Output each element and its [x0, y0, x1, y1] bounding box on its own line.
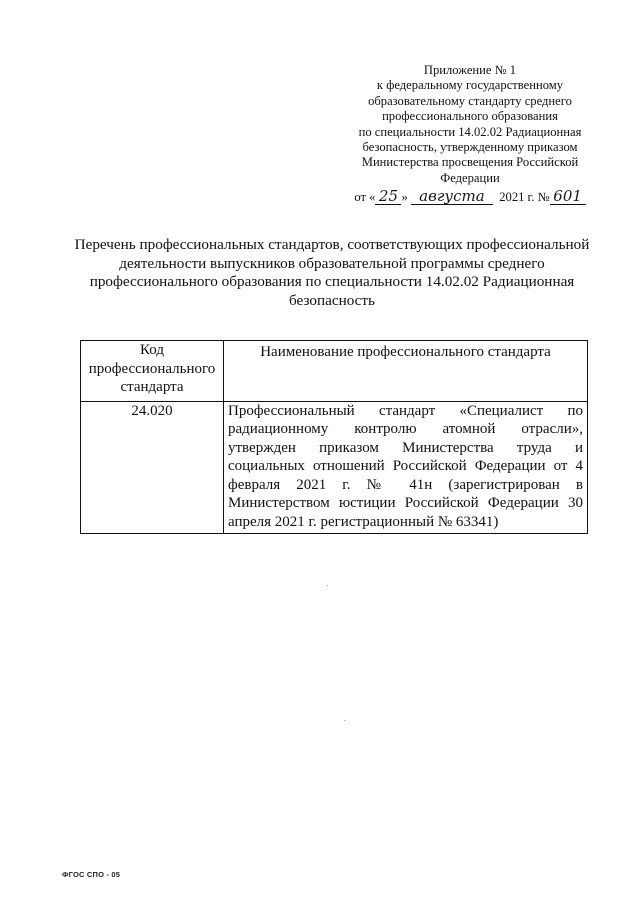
standards-table — [80, 340, 588, 534]
date-day-handwritten: 25 — [378, 187, 399, 206]
appendix-line: Министерства просвещения Российской — [361, 155, 579, 170]
order-date-line — [340, 189, 600, 207]
header-code: Код профессионального стандарта — [81, 341, 224, 402]
order-number-field — [550, 189, 586, 205]
form-footer-code: ФГОС СПО - 05 — [62, 870, 121, 879]
appendix-line: Федерации — [440, 170, 500, 185]
appendix-line: образовательному стандарту среднего — [368, 93, 572, 108]
title-line: безопасность — [289, 291, 375, 309]
title-line: Перечень профессиональных стандартов, соответствующих профессиональной — [74, 236, 590, 253]
title-line: профессионального образования по специальности 14.02.02 Радиационная — [89, 273, 575, 290]
date-year: 2021 г. № — [499, 190, 550, 205]
date-prefix: от « — [354, 190, 376, 205]
appendix-line: Приложение № 1 — [423, 63, 517, 77]
document-title — [72, 236, 592, 310]
date-mid: » — [401, 190, 408, 205]
standard-code: 24.020 — [81, 401, 224, 534]
table-header-row — [81, 341, 588, 402]
scan-speck — [327, 585, 328, 586]
date-day-field — [375, 189, 401, 205]
date-month-handwritten: августа — [419, 187, 485, 206]
date-month-field — [411, 189, 493, 205]
appendix-line: по специальности 14.02.02 Радиационная — [358, 124, 582, 139]
appendix-line: безопасность, утвержденному приказом — [362, 140, 578, 155]
appendix-line: к федеральному государственному — [376, 78, 564, 93]
scan-speck — [344, 720, 345, 721]
standard-name: Профессиональный стандарт «Специалист по радиационному контролю атомной отрасли», утвержден приказом Министерства труда и социальных отношений Российской Федерации от 4 февраля 2021 г. № 41н (зарегистрирован в Министерством юстиции Российской Федерации 30 апреля 2021 г. регистрационный № 63341) — [224, 401, 588, 534]
table-row — [81, 401, 588, 534]
title-line: деятельности выпускников образовательной программы среднего — [119, 254, 545, 272]
order-number-handwritten: 601 — [553, 187, 582, 206]
appendix-block — [340, 63, 600, 207]
header-name: Наименование профессионального стандарта — [224, 341, 588, 402]
appendix-line: профессионального образования — [382, 109, 558, 124]
